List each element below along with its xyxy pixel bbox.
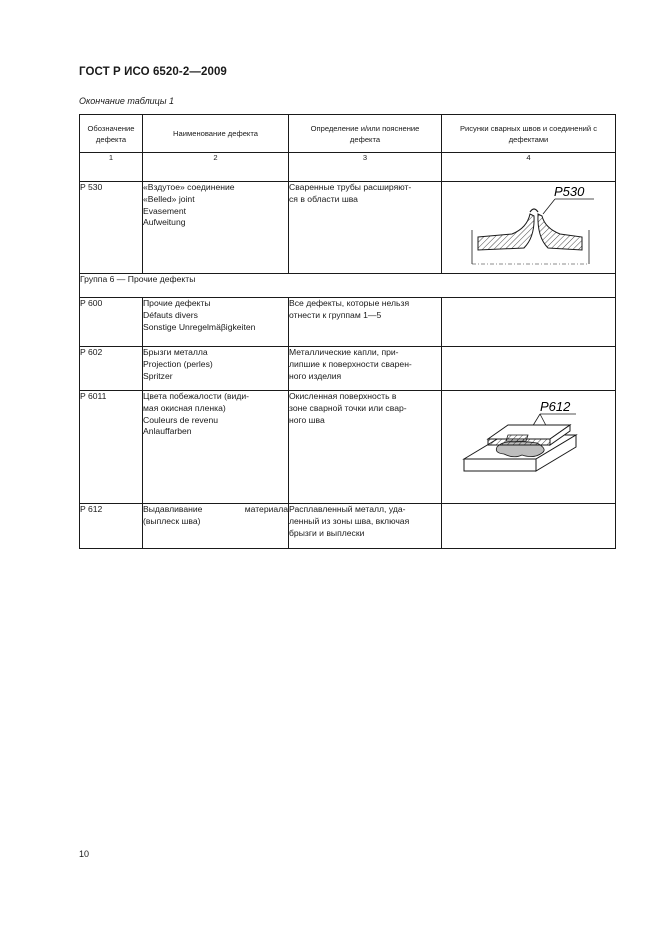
definition-line: Окисленная поверхность в: [289, 391, 397, 401]
name-line: Evasement: [143, 205, 186, 216]
name-line: Выдавливание материала: [143, 504, 288, 514]
name-line: Aufweitung: [143, 217, 186, 228]
defects-table: [79, 114, 616, 549]
table-row: [80, 391, 616, 504]
defect-code: P 6011: [80, 391, 143, 504]
defect-name: [143, 298, 289, 347]
name-line: Цвета побежалости (види-: [143, 391, 250, 401]
figure-cell-empty: [442, 504, 616, 549]
header-name: Наименование дефекта: [143, 115, 289, 153]
defect-code: P 602: [80, 347, 143, 391]
table-row: [80, 182, 616, 274]
group-row: [80, 274, 616, 298]
page-number: 10: [79, 849, 90, 859]
defect-definition: [289, 504, 442, 549]
definition-line: ленный из зоны шва, включая: [289, 515, 410, 526]
defect-name: [143, 347, 289, 391]
column-number: 1: [80, 153, 143, 182]
figure-label: P612: [540, 399, 571, 414]
name-line: «Вздутое» соединение: [143, 182, 235, 192]
header-figure-line: дефектами: [508, 134, 549, 144]
defect-code: P 600: [80, 298, 143, 347]
name-line: мая окисная пленка): [143, 402, 226, 413]
name-line: Couleurs de revenu: [143, 414, 219, 425]
name-line: Spritzer: [143, 370, 173, 381]
defect-name: [143, 504, 289, 549]
header-figure-line: Рисунки сварных швов и соединений с: [459, 123, 598, 133]
name-line: Sonstige Unregelmäβigkeiten: [143, 321, 256, 332]
name-line: (выплеск шва): [143, 515, 201, 526]
definition-line: Все дефекты, которые нельзя: [289, 298, 410, 308]
table-row: [80, 347, 616, 391]
group-label: Группа 6 — Прочие дефекты: [80, 274, 616, 298]
table-row: [80, 298, 616, 347]
definition-line: ся в области шва: [289, 193, 358, 204]
header-definition-line: Определение и/или пояснение: [310, 123, 420, 133]
defect-definition: [289, 182, 442, 274]
header-code-line: дефекта: [95, 134, 127, 144]
defect-definition: [289, 298, 442, 347]
name-line: Projection (perles): [143, 358, 213, 369]
definition-line: зоне сварной точки или свар-: [289, 402, 407, 413]
name-line: «Belled» joint: [143, 193, 195, 204]
definition-line: отнести к группам 1—5: [289, 309, 382, 320]
header-code-line: Обозначение: [87, 123, 135, 133]
definition-line: брызги и выплески: [289, 527, 365, 538]
column-number: 4: [442, 153, 616, 182]
defect-definition: [289, 347, 442, 391]
defect-name: [143, 391, 289, 504]
figure-label: P530: [554, 184, 585, 199]
column-number: 2: [143, 153, 289, 182]
document-title: ГОСТ Р ИСО 6520-2—2009: [79, 66, 227, 78]
table-header-row: [80, 115, 616, 153]
defect-name: [143, 182, 289, 274]
definition-line: Сваренные трубы расширяют-: [289, 182, 412, 192]
table-row: [80, 504, 616, 549]
figure-cell-empty: [442, 347, 616, 391]
table-caption: Окончание таблицы 1: [79, 96, 174, 106]
header-definition-line: дефекта: [349, 134, 381, 144]
belled-joint-figure: [442, 182, 616, 272]
figure-cell: [442, 182, 616, 274]
header-code: [80, 115, 143, 153]
definition-line: ного изделия: [289, 370, 342, 381]
name-line: Anlauffarben: [143, 426, 192, 437]
defect-code: P 612: [80, 504, 143, 549]
name-line: Брызги металла: [143, 347, 208, 357]
name-line: Прочие дефекты: [143, 298, 211, 308]
definition-line: липшие к поверхности сварен-: [289, 358, 412, 369]
column-number: 3: [289, 153, 442, 182]
definition-line: ного шва: [289, 414, 325, 425]
spatter-figure: [442, 391, 616, 501]
name-line: Défauts divers: [143, 309, 198, 320]
defect-code: P 530: [80, 182, 143, 274]
definition-line: Металлические капли, при-: [289, 347, 399, 357]
column-number-row: [80, 153, 616, 182]
defect-definition: [289, 391, 442, 504]
header-definition: [289, 115, 442, 153]
header-figure: [442, 115, 616, 153]
figure-cell: [442, 391, 616, 504]
definition-line: Расплавленный металл, уда-: [289, 504, 406, 514]
figure-cell-empty: [442, 298, 616, 347]
